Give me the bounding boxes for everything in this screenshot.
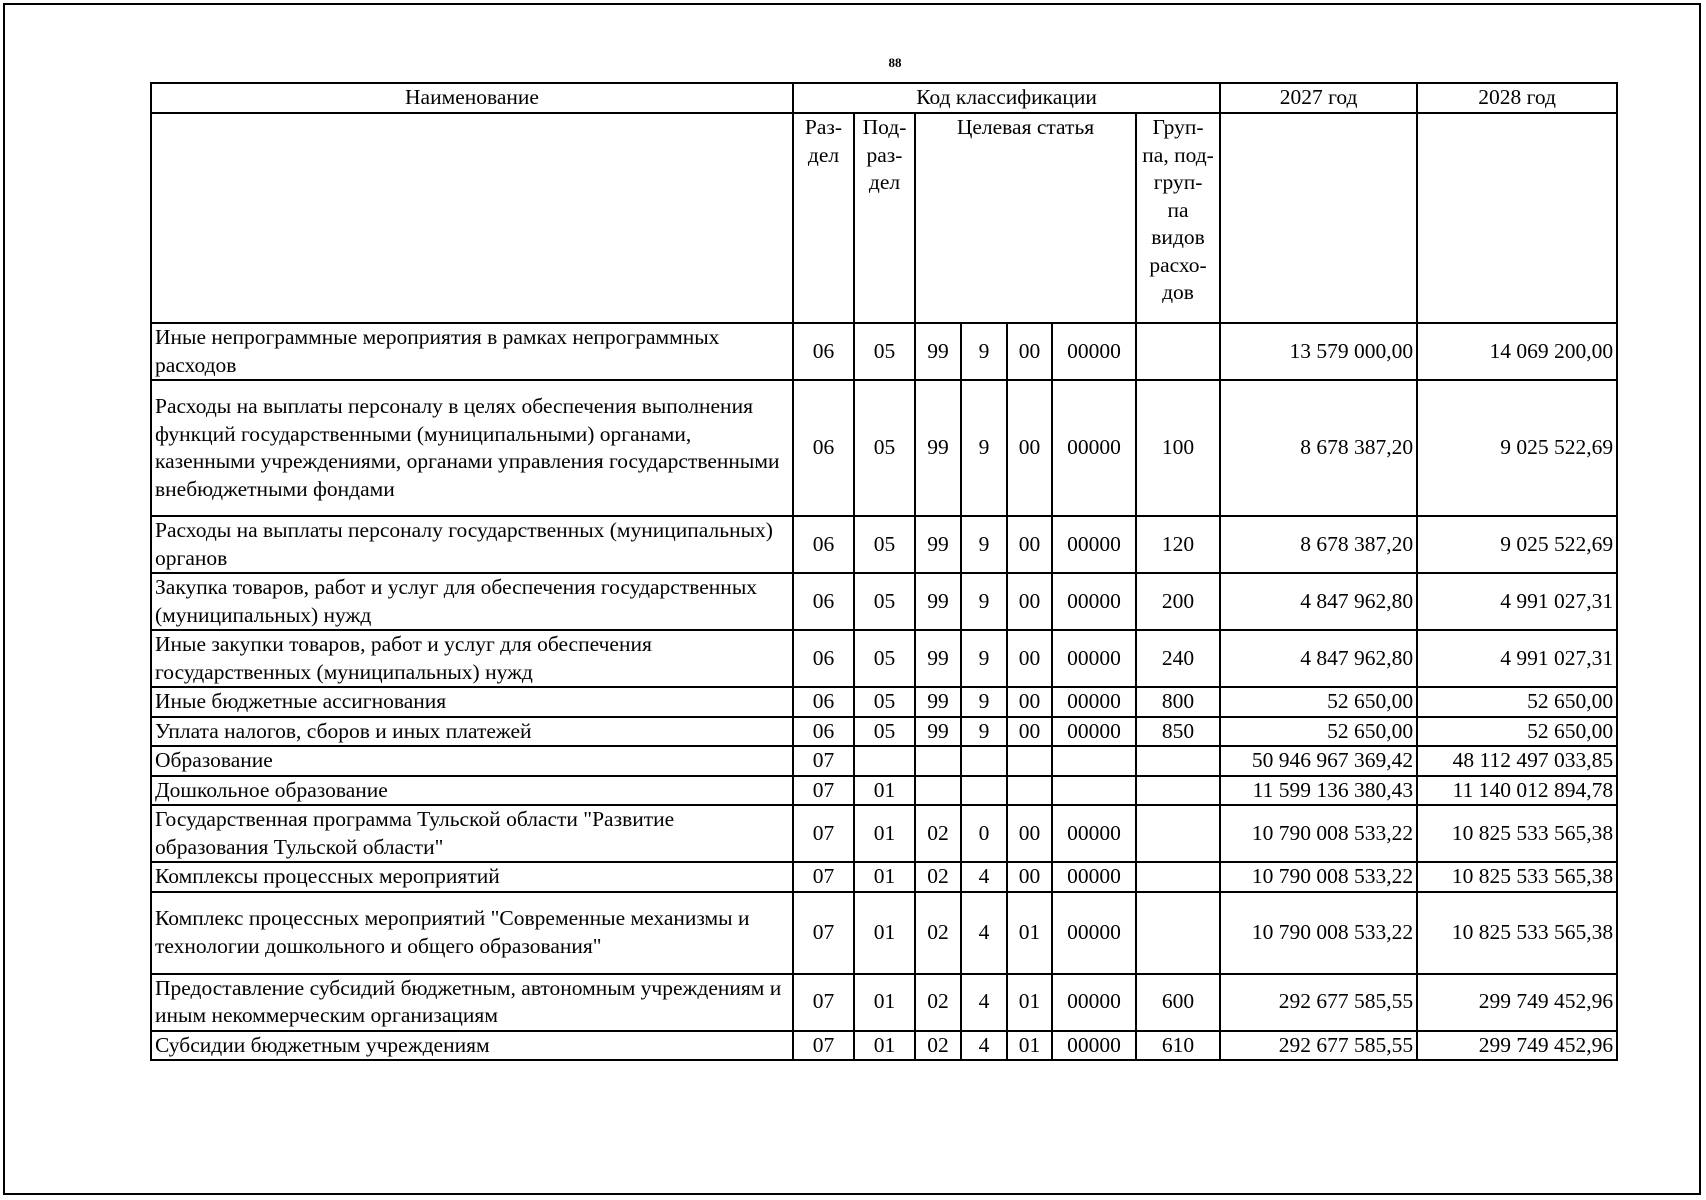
row-podrazdel: 05 (854, 323, 915, 380)
row-razdel: 06 (793, 380, 854, 516)
row-name: Иные непрограммные мероприятия в рамках непрограммных расходов (151, 323, 793, 380)
row-target-subtype: 01 (1007, 892, 1052, 974)
row-razdel: 06 (793, 630, 854, 687)
table-row (151, 862, 1617, 892)
row-name: Дошкольное образование (151, 776, 793, 806)
row-amount-2028: 14 069 200,00 (1417, 323, 1617, 380)
row-name: Закупка товаров, работ и услуг для обеспечения государственных (муниципальных) нужд (151, 573, 793, 630)
row-target-type (961, 776, 1007, 806)
row-razdel: 06 (793, 717, 854, 747)
header-year-2028-continuation (1417, 113, 1617, 323)
row-target-subtype: 00 (1007, 380, 1052, 516)
header-subsection: Под- раз- дел (854, 113, 915, 323)
header-classification-code: Код классификации (793, 83, 1220, 113)
table-row (151, 573, 1617, 630)
row-amount-2027: 4 847 962,80 (1220, 630, 1417, 687)
row-target-type: 9 (961, 380, 1007, 516)
row-razdel: 07 (793, 1031, 854, 1061)
row-name: Комплексы процессных мероприятий (151, 862, 793, 892)
header-section: Раз- дел (793, 113, 854, 323)
row-target-subtype: 00 (1007, 630, 1052, 687)
row-target-type: 9 (961, 516, 1007, 573)
row-amount-2028: 52 650,00 (1417, 717, 1617, 747)
row-name: Субсидии бюджетным учреждениям (151, 1031, 793, 1061)
row-target-direction: 00000 (1052, 573, 1136, 630)
row-target-subtype: 00 (1007, 687, 1052, 717)
row-target-direction: 00000 (1052, 380, 1136, 516)
row-target-program: 99 (915, 380, 961, 516)
row-target-type: 4 (961, 892, 1007, 974)
row-amount-2027: 292 677 585,55 (1220, 1031, 1417, 1061)
row-podrazdel: 01 (854, 805, 915, 862)
row-target-program: 02 (915, 862, 961, 892)
row-name: Образование (151, 746, 793, 776)
row-target-direction: 00000 (1052, 687, 1136, 717)
row-target-subtype: 00 (1007, 573, 1052, 630)
row-expense-group (1136, 746, 1220, 776)
row-target-program: 99 (915, 687, 961, 717)
row-target-direction: 00000 (1052, 516, 1136, 573)
row-podrazdel: 05 (854, 630, 915, 687)
row-razdel: 06 (793, 516, 854, 573)
row-razdel: 06 (793, 573, 854, 630)
row-amount-2028: 10 825 533 565,38 (1417, 892, 1617, 974)
row-razdel: 07 (793, 776, 854, 806)
row-name: Расходы на выплаты персоналу в целях обеспечения выполнения функций государственными (муниципальными) органами, казенными учреждениями, органами управления государственными внебюджетными фондами (151, 380, 793, 516)
row-expense-group (1136, 862, 1220, 892)
row-expense-group (1136, 892, 1220, 974)
row-target-program: 99 (915, 573, 961, 630)
table-row (151, 892, 1617, 974)
row-razdel: 06 (793, 687, 854, 717)
row-razdel: 07 (793, 974, 854, 1031)
row-target-program: 99 (915, 323, 961, 380)
row-target-subtype: 01 (1007, 1031, 1052, 1061)
budget-table (150, 82, 1618, 1061)
header-target-article: Целевая статья (915, 113, 1136, 323)
row-target-program (915, 776, 961, 806)
row-podrazdel: 05 (854, 717, 915, 747)
row-target-subtype (1007, 746, 1052, 776)
header-year-2027-continuation (1220, 113, 1417, 323)
row-amount-2027: 52 650,00 (1220, 687, 1417, 717)
row-amount-2027: 4 847 962,80 (1220, 573, 1417, 630)
table-row (151, 516, 1617, 573)
row-target-subtype (1007, 776, 1052, 806)
row-target-program: 02 (915, 974, 961, 1031)
table-row (151, 974, 1617, 1031)
row-target-direction: 00000 (1052, 974, 1136, 1031)
row-expense-group (1136, 776, 1220, 806)
row-podrazdel: 05 (854, 573, 915, 630)
row-razdel: 06 (793, 323, 854, 380)
row-amount-2028: 9 025 522,69 (1417, 516, 1617, 573)
row-target-program: 99 (915, 516, 961, 573)
row-amount-2027: 10 790 008 533,22 (1220, 862, 1417, 892)
row-target-direction: 00000 (1052, 862, 1136, 892)
row-target-subtype: 01 (1007, 974, 1052, 1031)
row-name: Предоставление субсидий бюджетным, автономным учреждениям и иным некоммерческим организациям (151, 974, 793, 1031)
row-amount-2027: 10 790 008 533,22 (1220, 892, 1417, 974)
row-podrazdel: 01 (854, 1031, 915, 1061)
row-target-type: 9 (961, 687, 1007, 717)
table-row (151, 687, 1617, 717)
row-target-program: 02 (915, 1031, 961, 1061)
row-target-type: 9 (961, 573, 1007, 630)
row-amount-2027: 8 678 387,20 (1220, 380, 1417, 516)
header-year-2028: 2028 год (1417, 83, 1617, 113)
table-row (151, 1031, 1617, 1061)
row-amount-2028: 48 112 497 033,85 (1417, 746, 1617, 776)
row-amount-2028: 4 991 027,31 (1417, 630, 1617, 687)
row-amount-2027: 11 599 136 380,43 (1220, 776, 1417, 806)
row-target-type: 4 (961, 862, 1007, 892)
row-amount-2027: 292 677 585,55 (1220, 974, 1417, 1031)
row-target-type: 0 (961, 805, 1007, 862)
row-target-direction: 00000 (1052, 1031, 1136, 1061)
row-target-program: 02 (915, 805, 961, 862)
row-expense-group (1136, 323, 1220, 380)
row-podrazdel: 05 (854, 380, 915, 516)
header-expense-group: Груп- па, под- груп- па видов расхо- дов (1136, 113, 1220, 323)
row-podrazdel (854, 746, 915, 776)
row-razdel: 07 (793, 862, 854, 892)
row-amount-2028: 299 749 452,96 (1417, 1031, 1617, 1061)
page-number: 88 (888, 55, 902, 70)
row-amount-2027: 52 650,00 (1220, 717, 1417, 747)
row-target-program (915, 746, 961, 776)
row-target-type: 4 (961, 974, 1007, 1031)
row-razdel: 07 (793, 892, 854, 974)
row-target-direction: 00000 (1052, 630, 1136, 687)
row-target-subtype: 00 (1007, 805, 1052, 862)
row-amount-2027: 13 579 000,00 (1220, 323, 1417, 380)
row-target-type (961, 746, 1007, 776)
row-target-subtype: 00 (1007, 516, 1052, 573)
row-podrazdel: 01 (854, 892, 915, 974)
row-podrazdel: 01 (854, 776, 915, 806)
row-target-direction: 00000 (1052, 892, 1136, 974)
row-podrazdel: 05 (854, 687, 915, 717)
row-amount-2028: 9 025 522,69 (1417, 380, 1617, 516)
row-name: Иные закупки товаров, работ и услуг для обеспечения государственных (муниципальных) нужд (151, 630, 793, 687)
row-target-direction (1052, 746, 1136, 776)
table-row (151, 630, 1617, 687)
row-expense-group: 200 (1136, 573, 1220, 630)
row-podrazdel: 05 (854, 516, 915, 573)
table-row (151, 805, 1617, 862)
row-amount-2028: 10 825 533 565,38 (1417, 805, 1617, 862)
row-target-subtype: 00 (1007, 862, 1052, 892)
header-name: Наименование (151, 83, 793, 113)
row-expense-group: 240 (1136, 630, 1220, 687)
row-target-program: 02 (915, 892, 961, 974)
row-target-program: 99 (915, 717, 961, 747)
row-amount-2028: 4 991 027,31 (1417, 573, 1617, 630)
table-row (151, 380, 1617, 516)
table-row (151, 323, 1617, 380)
table-row (151, 746, 1617, 776)
row-expense-group: 600 (1136, 974, 1220, 1031)
row-target-type: 4 (961, 1031, 1007, 1061)
row-name: Государственная программа Тульской области "Развитие образования Тульской области" (151, 805, 793, 862)
row-amount-2028: 299 749 452,96 (1417, 974, 1617, 1031)
row-amount-2027: 50 946 967 369,42 (1220, 746, 1417, 776)
row-target-direction: 00000 (1052, 323, 1136, 380)
row-name: Уплата налогов, сборов и иных платежей (151, 717, 793, 747)
row-podrazdel: 01 (854, 974, 915, 1031)
header-name-continuation (151, 113, 793, 323)
row-name: Расходы на выплаты персоналу государственных (муниципальных) органов (151, 516, 793, 573)
row-target-type: 9 (961, 717, 1007, 747)
row-expense-group: 610 (1136, 1031, 1220, 1061)
row-target-subtype: 00 (1007, 323, 1052, 380)
row-expense-group: 800 (1136, 687, 1220, 717)
table-body (151, 323, 1617, 1060)
row-razdel: 07 (793, 746, 854, 776)
row-target-subtype: 00 (1007, 717, 1052, 747)
row-target-direction: 00000 (1052, 805, 1136, 862)
row-amount-2028: 11 140 012 894,78 (1417, 776, 1617, 806)
row-amount-2028: 52 650,00 (1417, 687, 1617, 717)
row-razdel: 07 (793, 805, 854, 862)
row-name: Комплекс процессных мероприятий "Современные механизмы и технологии дошкольного и общего образования" (151, 892, 793, 974)
row-target-direction (1052, 776, 1136, 806)
row-name: Иные бюджетные ассигнования (151, 687, 793, 717)
table-row (151, 717, 1617, 747)
row-target-type: 9 (961, 630, 1007, 687)
row-target-direction: 00000 (1052, 717, 1136, 747)
row-expense-group: 120 (1136, 516, 1220, 573)
header-year-2027: 2027 год (1220, 83, 1417, 113)
row-expense-group: 100 (1136, 380, 1220, 516)
row-expense-group (1136, 805, 1220, 862)
row-target-program: 99 (915, 630, 961, 687)
row-expense-group: 850 (1136, 717, 1220, 747)
row-target-type: 9 (961, 323, 1007, 380)
table-row (151, 776, 1617, 806)
row-amount-2028: 10 825 533 565,38 (1417, 862, 1617, 892)
row-amount-2027: 8 678 387,20 (1220, 516, 1417, 573)
row-amount-2027: 10 790 008 533,22 (1220, 805, 1417, 862)
row-podrazdel: 01 (854, 862, 915, 892)
